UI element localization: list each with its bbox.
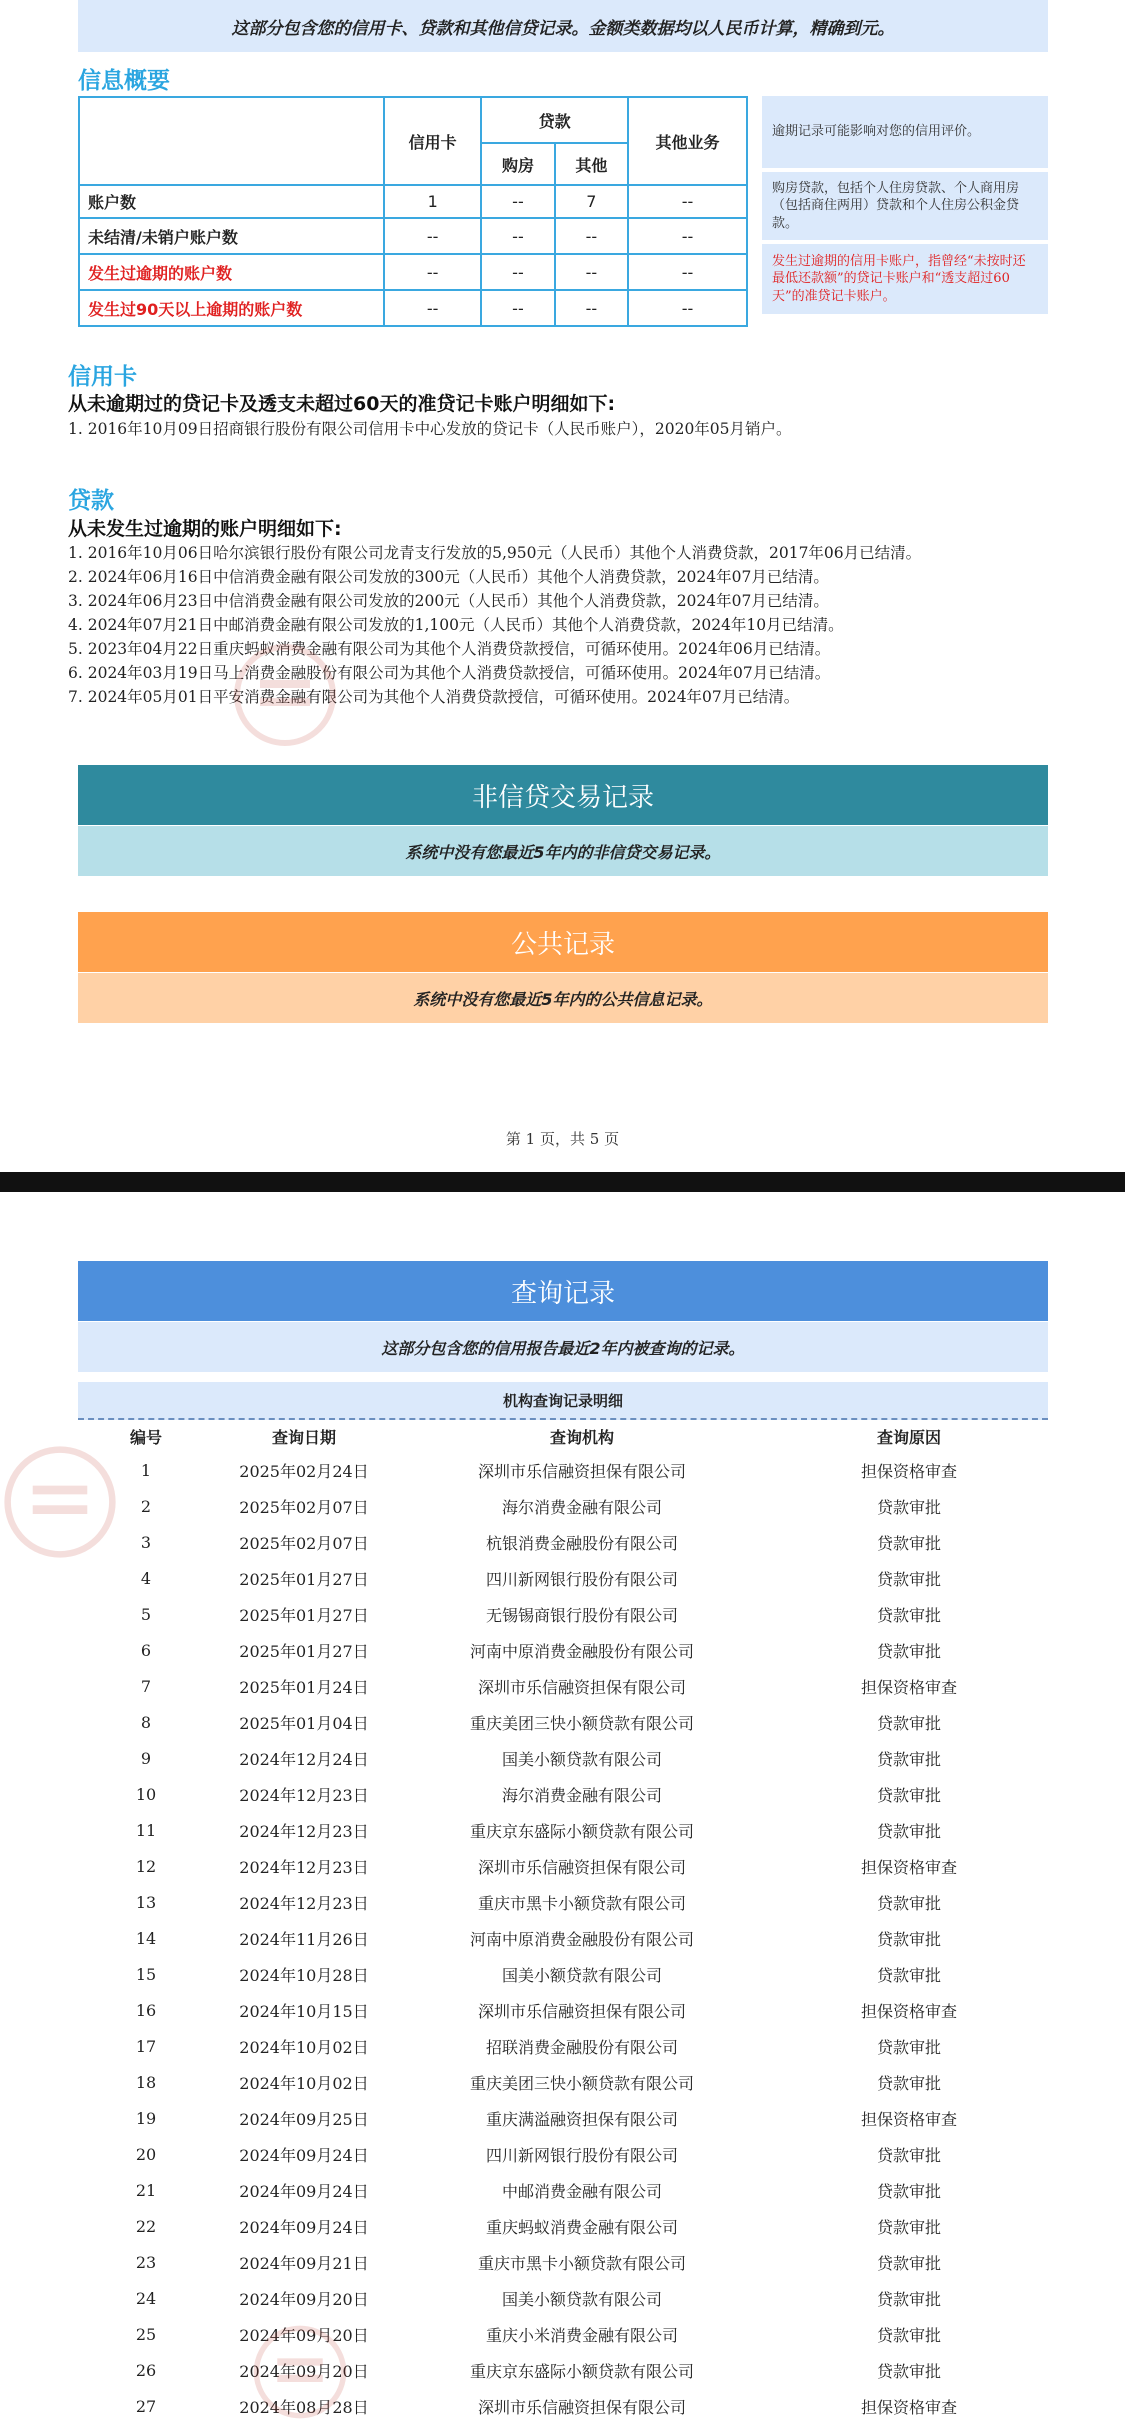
cell-reason: 贷款审批 — [876, 1749, 941, 1769]
cell-value: 1 — [384, 185, 481, 218]
table-row — [78, 2352, 1048, 2388]
cell-date: 2025年02月07日 — [239, 1533, 369, 1553]
overview-corner-cell — [79, 97, 384, 185]
cell-number: 7 — [140, 1676, 152, 1696]
table-row — [78, 2028, 1048, 2064]
cell-value: -- — [555, 218, 628, 254]
cell-institution: 重庆京东盛际小额贷款有限公司 — [469, 2361, 694, 2381]
table-header — [78, 1420, 1048, 1452]
table-row — [78, 1848, 1048, 1884]
cell-reason: 担保资格审查 — [860, 1677, 957, 1697]
cell-date: 2024年12月24日 — [239, 1749, 369, 1769]
cell-number: 20 — [135, 2144, 157, 2164]
cell-date: 2025年01月24日 — [239, 1677, 369, 1697]
cell-reason: 贷款审批 — [876, 2037, 941, 2057]
cell-institution: 国美小额贷款有限公司 — [501, 2289, 662, 2309]
table-row — [78, 1596, 1048, 1632]
cell-reason: 贷款审批 — [876, 2253, 941, 2273]
cell-number: 22 — [135, 2216, 157, 2236]
cell-date: 2024年09月24日 — [239, 2217, 369, 2237]
cell-number: 13 — [135, 1892, 157, 1912]
cell-value: -- — [628, 290, 747, 326]
cell-date: 2024年12月23日 — [239, 1785, 369, 1805]
header-loan: 贷款 — [481, 97, 628, 143]
cell-number: 18 — [135, 2072, 157, 2092]
table-row — [78, 1452, 1048, 1488]
non-credit-note: 系统中没有您最近5年内的非信贷交易记录。 — [78, 826, 1048, 876]
cell-date: 2025年01月27日 — [239, 1641, 369, 1661]
header-credit-card: 信用卡 — [384, 97, 481, 185]
cell-value: -- — [384, 290, 481, 326]
query-records-note: 这部分包含您的信用报告最近2年内被查询的记录。 — [78, 1322, 1048, 1372]
cell-institution: 重庆蚂蚁消费金融有限公司 — [485, 2217, 678, 2237]
cell-reason: 贷款审批 — [876, 1893, 941, 1913]
cell-date: 2024年11月26日 — [239, 1929, 369, 1949]
report-page-1 — [0, 0, 1125, 1172]
cell-value: -- — [481, 218, 554, 254]
cell-reason: 贷款审批 — [876, 1605, 941, 1625]
table-row — [78, 2064, 1048, 2100]
table-row — [78, 1704, 1048, 1740]
list-item: 1. 2016年10月06日哈尔滨银行股份有限公司龙青支行发放的5,950元（人民币）其他个人消费贷款，2017年06月已结清。 — [68, 544, 922, 562]
column-header-number: 编号 — [129, 1427, 162, 1447]
cell-date: 2025年01月27日 — [239, 1569, 369, 1589]
cell-date: 2025年02月07日 — [239, 1497, 369, 1517]
cell-date: 2024年12月23日 — [239, 1857, 369, 1877]
cell-number: 8 — [140, 1712, 152, 1732]
overview-table — [78, 96, 748, 327]
cell-reason: 贷款审批 — [876, 2289, 941, 2309]
cell-reason: 贷款审批 — [876, 1641, 941, 1661]
cell-value: -- — [628, 254, 747, 290]
table-row — [78, 2208, 1048, 2244]
cell-reason: 贷款审批 — [876, 1713, 941, 1733]
page-separator — [0, 1172, 1125, 1192]
cell-reason: 担保资格审查 — [860, 2109, 957, 2129]
cell-number: 15 — [135, 1964, 157, 1984]
table-row — [78, 2136, 1048, 2172]
cell-institution: 河南中原消费金融股份有限公司 — [469, 1641, 694, 1661]
query-records-banner: 查询记录 — [78, 1261, 1048, 1321]
overview-row — [79, 290, 747, 326]
cell-date: 2025年01月04日 — [239, 1713, 369, 1733]
cell-date: 2024年09月21日 — [239, 2253, 369, 2273]
table-row — [78, 1884, 1048, 1920]
cell-reason: 担保资格审查 — [860, 1857, 957, 1877]
cell-institution: 招联消费金融股份有限公司 — [485, 2037, 678, 2057]
column-header-reason: 查询原因 — [876, 1427, 941, 1447]
cell-value: -- — [384, 254, 481, 290]
column-header-institution: 查询机构 — [549, 1427, 614, 1447]
public-records-banner: 公共记录 — [78, 912, 1048, 972]
list-item: 3. 2024年06月23日中信消费金融有限公司发放的200元（人民币）其他个人消费贷款，2024年07月已结清。 — [68, 592, 829, 610]
table-row — [78, 1488, 1048, 1524]
table-row — [78, 1776, 1048, 1812]
cell-number: 5 — [140, 1604, 152, 1624]
cell-number: 6 — [140, 1640, 152, 1660]
cell-number: 17 — [135, 2036, 157, 2056]
row-label: 发生过90天以上逾期的账户数 — [79, 290, 384, 326]
cell-date: 2024年10月28日 — [239, 1965, 369, 1985]
list-item: 6. 2024年03月19日马上消费金融股份有限公司为其他个人消费贷款授信，可循环使用。2024年07月已结清。 — [68, 664, 831, 682]
credit-summary-note: 这部分包含您的信用卡、贷款和其他信贷记录。金额类数据均以人民币计算，精确到元。 — [78, 0, 1048, 52]
cell-institution: 重庆市黑卡小额贷款有限公司 — [477, 2253, 686, 2273]
loans-list — [68, 541, 921, 709]
cell-number: 14 — [135, 1928, 157, 1948]
table-row — [78, 2280, 1048, 2316]
cell-institution: 重庆满溢融资担保有限公司 — [485, 2109, 678, 2129]
cell-date: 2024年10月02日 — [239, 2073, 369, 2093]
cell-value: -- — [481, 290, 554, 326]
table-row — [78, 1632, 1048, 1668]
cell-institution: 国美小额贷款有限公司 — [501, 1749, 662, 1769]
cell-date: 2024年09月20日 — [239, 2325, 369, 2345]
cell-reason: 担保资格审查 — [860, 2397, 957, 2417]
cell-reason: 贷款审批 — [876, 2361, 941, 2381]
header-other: 其他 — [555, 143, 628, 185]
cell-reason: 贷款审批 — [876, 1785, 941, 1805]
cell-institution: 重庆美团三快小额贷款有限公司 — [469, 2073, 694, 2093]
list-item: 1. 2016年10月09日招商银行股份有限公司信用卡中心发放的贷记卡（人民币账户），2020年05月销户。 — [68, 420, 792, 438]
cell-reason: 贷款审批 — [876, 1569, 941, 1589]
cell-institution: 海尔消费金融有限公司 — [501, 1785, 662, 1805]
cell-number: 21 — [135, 2180, 157, 2200]
cell-number: 23 — [135, 2252, 157, 2272]
side-note: 购房贷款，包括个人住房贷款、个人商用房（包括商住两用）贷款和个人住房公积金贷款。 — [762, 172, 1048, 240]
cell-value: -- — [628, 185, 747, 218]
cell-date: 2024年09月25日 — [239, 2109, 369, 2129]
cell-number: 10 — [135, 1784, 157, 1804]
cell-reason: 贷款审批 — [876, 2073, 941, 2093]
cell-value: -- — [628, 218, 747, 254]
list-item: 7. 2024年05月01日平安消费金融有限公司为其他个人消费贷款授信，可循环使用。2024年07月已结清。 — [68, 688, 800, 706]
overview-row — [79, 254, 747, 290]
side-note-overdue: 发生过逾期的信用卡账户，指曾经“未按时还最低还款额”的贷记卡账户和“透支超过60天”的准贷记卡账户。 — [762, 244, 1048, 314]
cell-date: 2024年08月28日 — [239, 2397, 369, 2417]
cell-number: 4 — [140, 1568, 152, 1588]
table-row — [78, 1920, 1048, 1956]
header-housing: 购房 — [481, 143, 554, 185]
column-header-date: 查询日期 — [271, 1427, 336, 1447]
cell-value: -- — [481, 254, 554, 290]
overview-heading: 信息概要 — [78, 68, 170, 94]
cell-institution: 重庆小米消费金融有限公司 — [485, 2325, 678, 2345]
cell-number: 1 — [140, 1460, 152, 1480]
cell-institution: 重庆京东盛际小额贷款有限公司 — [469, 1821, 694, 1841]
row-label: 未结清/未销户账户数 — [79, 218, 384, 254]
credit-card-list — [68, 417, 792, 441]
cell-number: 9 — [140, 1748, 152, 1768]
header-other-business: 其他业务 — [628, 97, 747, 185]
cell-reason: 贷款审批 — [876, 2217, 941, 2237]
cell-reason: 担保资格审查 — [860, 2001, 957, 2021]
cell-institution: 中邮消费金融有限公司 — [501, 2181, 662, 2201]
table-row — [78, 1740, 1048, 1776]
cell-number: 3 — [140, 1532, 152, 1552]
cell-institution: 海尔消费金融有限公司 — [501, 1497, 662, 1517]
cell-reason: 贷款审批 — [876, 2181, 941, 2201]
table-row — [78, 1956, 1048, 1992]
table-row — [78, 1560, 1048, 1596]
credit-card-subheading: 从未逾期过的贷记卡及透支未超过60天的准贷记卡账户明细如下: — [68, 393, 616, 415]
cell-date: 2024年10月15日 — [239, 2001, 369, 2021]
cell-institution: 深圳市乐信融资担保有限公司 — [477, 1461, 686, 1481]
table-row — [78, 2172, 1048, 2208]
cell-value: 7 — [555, 185, 628, 218]
cell-number: 11 — [135, 1820, 157, 1840]
cell-institution: 河南中原消费金融股份有限公司 — [469, 1929, 694, 1949]
table-row — [78, 2100, 1048, 2136]
list-item: 2. 2024年06月16日中信消费金融有限公司发放的300元（人民币）其他个人消费贷款，2024年07月已结清。 — [68, 568, 829, 586]
cell-date: 2025年02月24日 — [239, 1461, 369, 1481]
cell-number: 26 — [135, 2360, 157, 2380]
overview-row — [79, 218, 747, 254]
query-records-table — [78, 1420, 1048, 2424]
cell-date: 2024年09月24日 — [239, 2181, 369, 2201]
cell-number: 24 — [135, 2288, 157, 2308]
cell-number: 12 — [135, 1856, 157, 1876]
cell-date: 2024年12月23日 — [239, 1893, 369, 1913]
credit-card-heading: 信用卡 — [68, 364, 137, 390]
cell-value: -- — [384, 218, 481, 254]
row-label: 发生过逾期的账户数 — [79, 254, 384, 290]
table-row — [78, 2316, 1048, 2352]
cell-date: 2024年09月24日 — [239, 2145, 369, 2165]
loans-subheading: 从未发生过逾期的账户明细如下: — [68, 518, 342, 540]
cell-institution: 深圳市乐信融资担保有限公司 — [477, 1677, 686, 1697]
cell-reason: 担保资格审查 — [860, 1461, 957, 1481]
cell-reason: 贷款审批 — [876, 1533, 941, 1553]
cell-institution: 深圳市乐信融资担保有限公司 — [477, 2397, 686, 2417]
public-records-note: 系统中没有您最近5年内的公共信息记录。 — [78, 973, 1048, 1023]
cell-date: 2025年01月27日 — [239, 1605, 369, 1625]
cell-value: -- — [481, 185, 554, 218]
table-row — [78, 1668, 1048, 1704]
page-number: 第 1 页，共 5 页 — [505, 1130, 620, 1148]
cell-date: 2024年09月20日 — [239, 2361, 369, 2381]
cell-reason: 贷款审批 — [876, 1965, 941, 1985]
cell-value: -- — [555, 290, 628, 326]
cell-date: 2024年09月20日 — [239, 2289, 369, 2309]
cell-institution: 重庆美团三快小额贷款有限公司 — [469, 1713, 694, 1733]
cell-number: 27 — [135, 2396, 157, 2416]
cell-institution: 四川新网银行股份有限公司 — [485, 2145, 678, 2165]
cell-date: 2024年10月02日 — [239, 2037, 369, 2057]
table-row — [78, 2388, 1048, 2424]
list-item: 5. 2023年04月22日重庆蚂蚁消费金融有限公司为其他个人消费贷款授信，可循环使用。2024年06月已结清。 — [68, 640, 831, 658]
cell-institution: 深圳市乐信融资担保有限公司 — [477, 1857, 686, 1877]
cell-date: 2024年12月23日 — [239, 1821, 369, 1841]
table-row — [78, 1524, 1048, 1560]
non-credit-banner: 非信贷交易记录 — [78, 765, 1048, 825]
cell-number: 16 — [135, 2000, 157, 2020]
query-records-subtitle: 机构查询记录明细 — [78, 1382, 1048, 1420]
cell-institution: 国美小额贷款有限公司 — [501, 1965, 662, 1985]
cell-reason: 贷款审批 — [876, 1497, 941, 1517]
side-note: 逾期记录可能影响对您的信用评价。 — [762, 96, 1048, 168]
cell-reason: 贷款审批 — [876, 1821, 941, 1841]
table-row — [78, 1992, 1048, 2028]
cell-number: 2 — [140, 1496, 152, 1516]
cell-institution: 杭银消费金融股份有限公司 — [485, 1533, 678, 1553]
cell-institution: 深圳市乐信融资担保有限公司 — [477, 2001, 686, 2021]
overview-row — [79, 185, 747, 218]
cell-reason: 贷款审批 — [876, 1929, 941, 1949]
row-label: 账户数 — [79, 185, 384, 218]
cell-reason: 贷款审批 — [876, 2145, 941, 2165]
cell-reason: 贷款审批 — [876, 2325, 941, 2345]
cell-number: 19 — [135, 2108, 157, 2128]
cell-institution: 重庆市黑卡小额贷款有限公司 — [477, 1893, 686, 1913]
loans-heading: 贷款 — [68, 488, 114, 514]
cell-institution: 四川新网银行股份有限公司 — [485, 1569, 678, 1589]
report-page-2 — [0, 1192, 1125, 2435]
cell-value: -- — [555, 254, 628, 290]
list-item: 4. 2024年07月21日中邮消费金融有限公司发放的1,100元（人民币）其他个人消费贷款，2024年10月已结清。 — [68, 616, 844, 634]
cell-number: 25 — [135, 2324, 157, 2344]
cell-institution: 无锡锡商银行股份有限公司 — [485, 1605, 678, 1625]
overview-side-notes — [762, 96, 1048, 318]
table-row — [78, 2244, 1048, 2280]
table-row — [78, 1812, 1048, 1848]
